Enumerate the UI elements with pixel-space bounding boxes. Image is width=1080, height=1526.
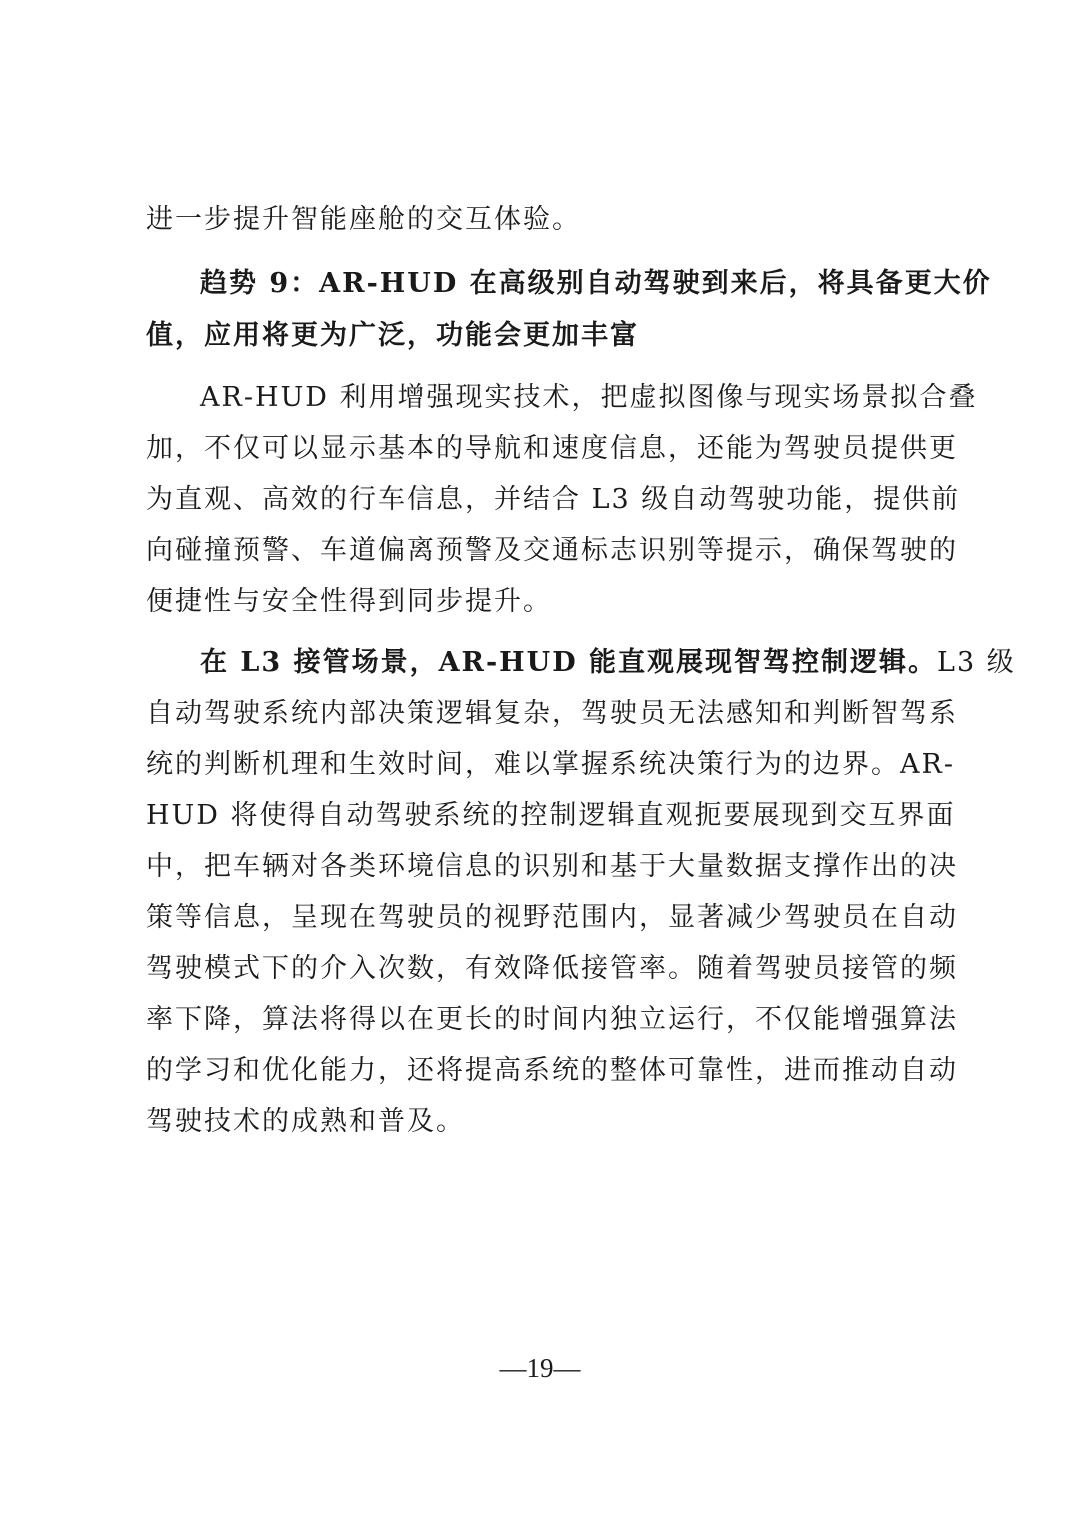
paragraph-line: 加，不仅可以显示基本的导航和速度信息，还能为驾驶员提供更 (146, 433, 958, 464)
section-heading-line-2: 值，应用将更为广泛，功能会更加丰富 (146, 320, 639, 351)
paragraph-line: 中，把车辆对各类环境信息的识别和基于大量数据支撑作出的决 (146, 851, 958, 882)
paragraph-line (200, 645, 1016, 681)
paragraph-line: 驾驶模式下的介入次数，有效降低接管率。随着驾驶员接管的频 (146, 953, 958, 984)
paragraph-line: 自动驾驶系统内部决策逻辑复杂，驾驶员无法感知和判断智驾系 (146, 698, 958, 729)
paragraph-line: 率下降，算法将得以在更长的时间内独立运行，不仅能增强算法 (146, 1004, 958, 1035)
paragraph-line: 便捷性与安全性得到同步提升。 (146, 586, 552, 617)
page-number: —19— (499, 1353, 581, 1383)
section-heading-line-1: 趋势 9：AR-HUD 在高级别自动驾驶到来后，将具备更大价 (200, 268, 992, 299)
paragraph-line: 的学习和优化能力，还将提高系统的整体可靠性，进而推动自动 (146, 1055, 958, 1086)
text-line: 进一步提升智能座舱的交互体验。 (146, 204, 581, 235)
paragraph-line: 向碰撞预警、车道偏离预警及交通标志识别等提示，确保驾驶的 (146, 535, 958, 566)
paragraph-line: 为直观、高效的行车信息，并结合 L3 级自动驾驶功能，提供前 (146, 484, 961, 515)
paragraph-line: 驾驶技术的成熟和普及。 (146, 1106, 465, 1137)
paragraph-line: HUD 将使得自动驾驶系统的控制逻辑直观扼要展现到交互界面 (146, 800, 956, 831)
paragraph-line: AR-HUD 利用增强现实技术，把虚拟图像与现实场景拟合叠 (200, 382, 978, 413)
emphasis-lead: 在 L3 接管场景，AR-HUD 能直观展现智驾控制逻辑。 (200, 647, 938, 678)
paragraph-line: 策等信息，呈现在驾驶员的视野范围内，显著减少驾驶员在自动 (146, 902, 958, 933)
paragraph-line: 统的判断机理和生效时间，难以掌握系统决策行为的边界。AR- (146, 749, 955, 780)
paragraph-line-rest: L3 级 (937, 647, 1016, 678)
